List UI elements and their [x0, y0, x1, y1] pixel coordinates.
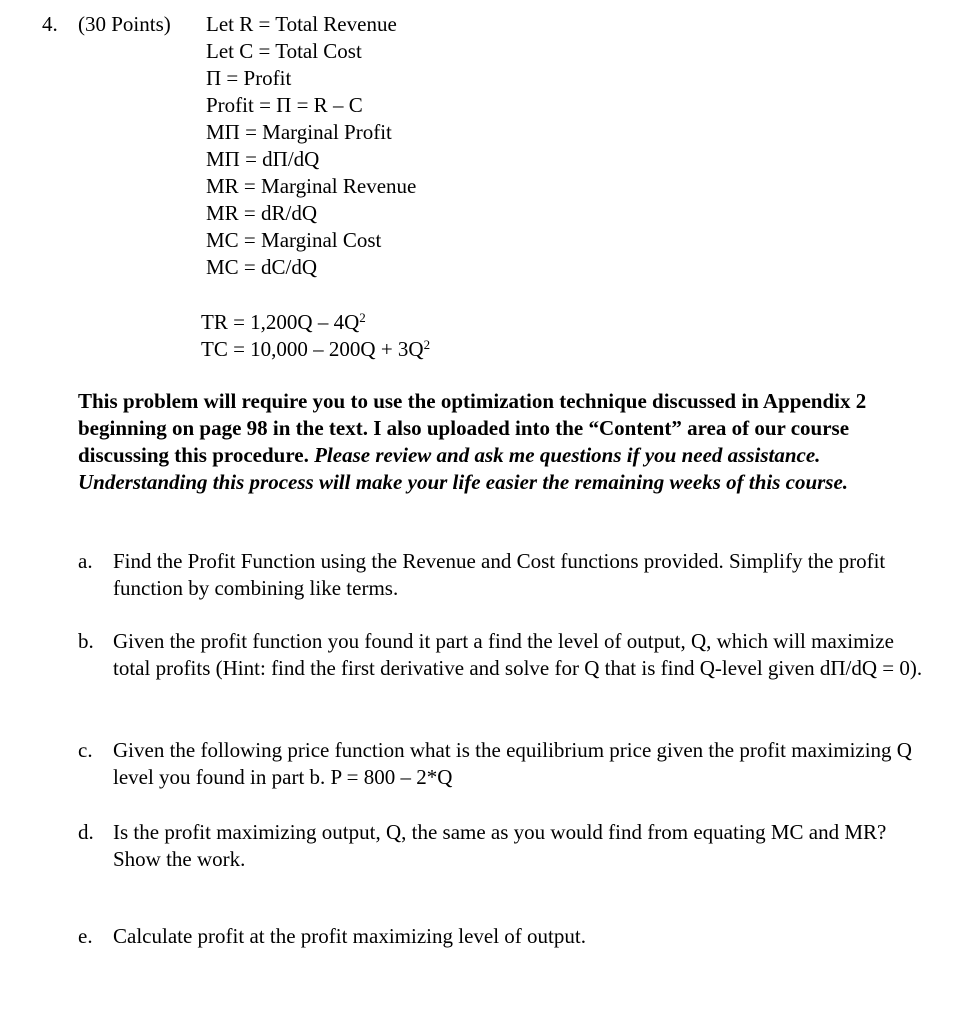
part-d-letter: d. [78, 820, 94, 844]
instructions-paragraph [78, 388, 938, 496]
part-e-letter: e. [78, 924, 93, 948]
definition-line: Let R = Total Revenue [206, 12, 397, 36]
definition-line: Π = Profit [206, 66, 292, 90]
part-b-text: Given the profit function you found it part a find the level of output, Q, which will maximize total profits (Hint: find the first derivative and solve for Q that is find Q-level given dΠ/dQ = 0). [113, 629, 923, 680]
definition-line: Profit = Π = R – C [206, 93, 363, 117]
part-b-letter: b. [78, 629, 94, 653]
part-e-text: Calculate profit at the profit maximizing level of output. [113, 924, 586, 948]
definition-line: MΠ = Marginal Profit [206, 120, 392, 144]
question-number: 4. [42, 12, 58, 36]
definition-line: MC = dC/dQ [206, 255, 318, 279]
question-points: (30 Points) [78, 12, 171, 36]
part-c-letter: c. [78, 738, 93, 762]
definition-line: MΠ = dΠ/dQ [206, 147, 320, 171]
part-a-text: Find the Profit Function using the Revenue and Cost functions provided. Simplify the profit function by combining like terms. [113, 549, 886, 600]
definition-line: MR = dR/dQ [206, 201, 318, 225]
definition-line: Let C = Total Cost [206, 39, 362, 63]
definition-line: MR = Marginal Revenue [206, 174, 417, 198]
instructions-italic-text: Please review and ask me questions if you need assistance. Understanding this process will make your life easier the remaining weeks of this course. [78, 443, 849, 494]
part-a-letter: a. [78, 549, 93, 573]
part-c-text: Given the following price function what is the equilibrium price given the profit maximizing Q level you found in part b. P = 800 – 2*Q [113, 738, 912, 789]
definition-line: MC = Marginal Cost [206, 228, 382, 252]
part-d-text: Is the profit maximizing output, Q, the same as you would find from equating MC and MR? Show the work. [113, 820, 887, 871]
total-revenue-equation: TR = $1,200Q - 4Q^2$ [201, 310, 366, 334]
total-cost-equation: TC = $10,000 - 200Q + 3Q^2$ [201, 337, 431, 361]
instructions-bold-text: This problem will require you to use the optimization technique discussed in Appendix 2 beginning on page 98 in the text. I also uploaded into the “Content” area of our course discussing this procedure. [78, 389, 867, 467]
